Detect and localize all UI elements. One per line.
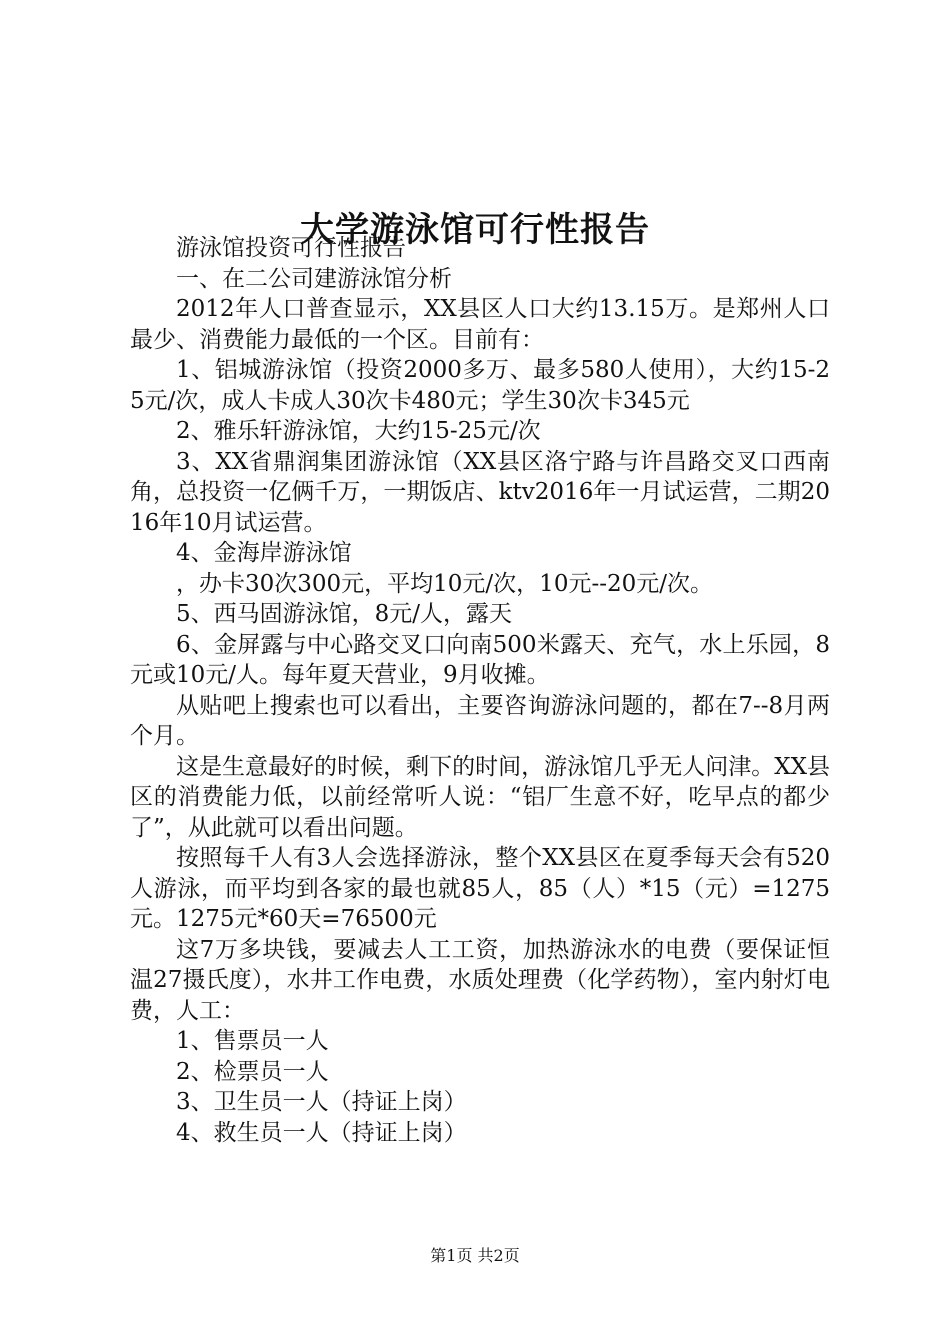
document-body: [130, 233, 830, 1148]
paragraph: 这是生意最好的时候，剩下的时间，游泳馆几乎无人问津。XX县区的消费能力低，以前经常听人说：“铝厂生意不好，吃早点的都少了”，从此就可以看出问题。: [130, 753, 830, 841]
paragraph: 这7万多块钱，要减去人工工资，加热游泳水的电费（要保证恒温27摄氏度），水井工作电费，水质处理费（化学药物），室内射灯电费，人工：: [130, 936, 830, 1024]
paragraph: 从贴吧上搜索也可以看出，主要咨询游泳问题的，都在7--8月两个月。: [130, 692, 830, 749]
paragraph: 1、铝城游泳馆（投资2000多万、最多580人使用），大约15-25元/次，成人卡成人30次卡480元；学生30次卡345元: [130, 357, 830, 414]
paragraph: 一、在二公司建游泳馆分析: [176, 265, 452, 292]
paragraph: 2、检票员一人: [176, 1058, 329, 1085]
paragraph: 按照每千人有3人会选择游泳，整个XX县区在夏季每天会有520人游泳，而平均到各家的最也就85人，85（人）*15（元）=1275元。1275元*60天=76500元: [130, 845, 830, 932]
paragraph: 游泳馆投资可行性报告: [176, 235, 406, 261]
paragraph: 2012年人口普查显示，XX县区人口大约13.15万。是郑州人口最少、消费能力最低的一个区。目前有：: [130, 296, 830, 353]
page-number-footer: 第1页 共2页: [430, 1246, 520, 1265]
paragraph: 1、售票员一人: [176, 1028, 329, 1054]
paragraph: 2、雅乐轩游泳馆，大约15-25元/次: [176, 418, 541, 444]
paragraph: ，办卡30次300元，平均10元/次，10元--20元/次。: [176, 570, 714, 597]
paragraph: 4、金海岸游泳馆: [176, 540, 352, 566]
paragraph: 5、西马固游泳馆，8元/人，露天: [176, 601, 513, 627]
paragraph: 4、救生员一人（持证上岗）: [176, 1119, 467, 1146]
paragraph: 6、金屏露与中心路交叉口向南500米露天、充气，水上乐园，8元或10元/人。每年夏天营业，9月收摊。: [130, 631, 830, 688]
paragraph: 3、卫生员一人（持证上岗）: [176, 1089, 467, 1115]
paragraph: 3、XX省鼎润集团游泳馆（XX县区洛宁路与许昌路交叉口西南角，总投资一亿俩千万，一期饭店、ktv2016年一月试运营，二期2016年10月试运营。: [130, 448, 830, 536]
document-title: 大学游泳馆可行性报告: [300, 209, 650, 250]
